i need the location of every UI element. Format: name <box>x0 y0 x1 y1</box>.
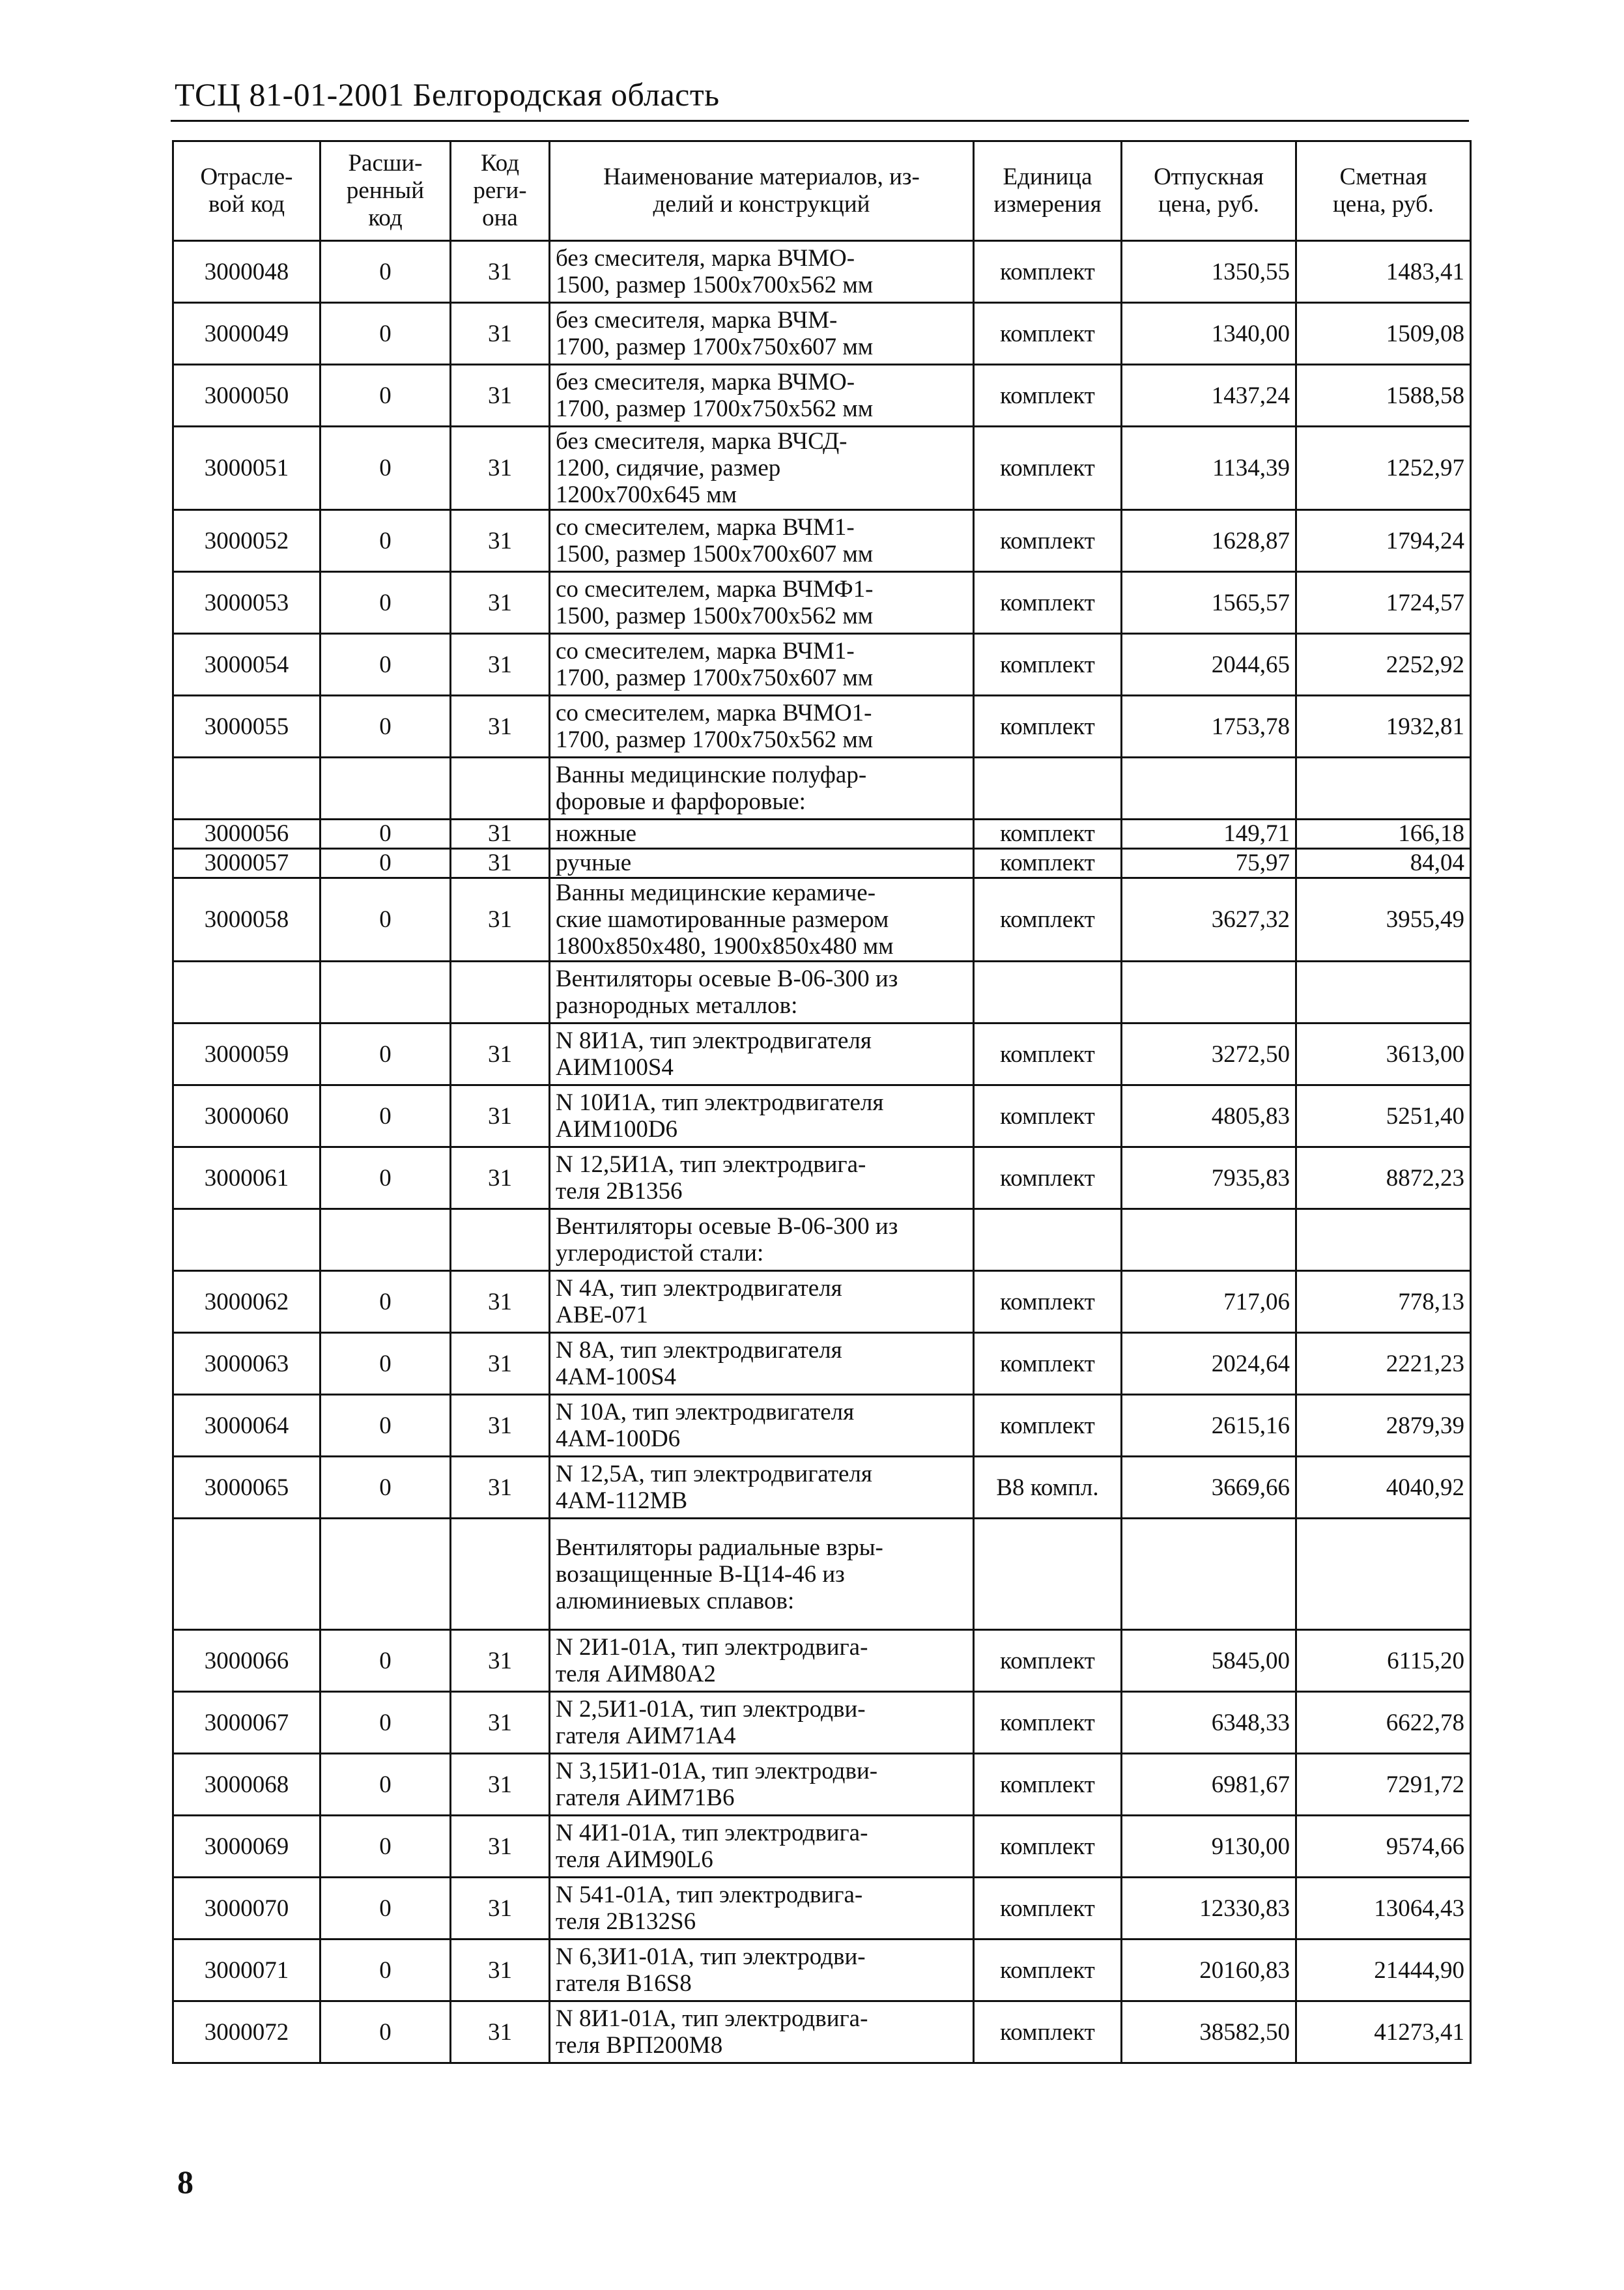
region-code-cell: 31 <box>451 1023 550 1085</box>
industry-code-cell: 3000070 <box>173 1878 321 1939</box>
estimate-price-cell: 1724,57 <box>1296 572 1471 634</box>
industry-code-cell: 3000064 <box>173 1395 321 1457</box>
industry-code-cell: 3000061 <box>173 1147 321 1209</box>
extended-code-cell <box>321 1519 451 1630</box>
industry-code-cell: 3000067 <box>173 1692 321 1754</box>
table-row <box>173 241 1471 303</box>
release-price-cell: 1134,39 <box>1122 427 1296 510</box>
region-code-cell: 31 <box>451 1630 550 1692</box>
region-code-cell: 31 <box>451 1878 550 1939</box>
material-name-cell: без смесителя, марка ВЧМО- 1500, размер 1500x700x562 мм <box>550 241 974 303</box>
estimate-price-cell: 7291,72 <box>1296 1754 1471 1816</box>
extended-code-cell: 0 <box>321 1754 451 1816</box>
release-price-cell: 2024,64 <box>1122 1333 1296 1395</box>
estimate-price-cell <box>1296 962 1471 1023</box>
table-row <box>173 1333 1471 1395</box>
unit-cell: комплект <box>974 303 1122 365</box>
extended-code-cell: 0 <box>321 1457 451 1519</box>
unit-cell: комплект <box>974 1271 1122 1333</box>
industry-code-cell <box>173 758 321 820</box>
unit-cell: комплект <box>974 1630 1122 1692</box>
col-header-extended-code: Расши- ренный код <box>321 141 451 241</box>
col-header-release-price: Отпускная цена, руб. <box>1122 141 1296 241</box>
unit-cell: комплект <box>974 696 1122 758</box>
industry-code-cell: 3000065 <box>173 1457 321 1519</box>
estimate-price-cell: 21444,90 <box>1296 1939 1471 2001</box>
extended-code-cell: 0 <box>321 696 451 758</box>
extended-code-cell: 0 <box>321 303 451 365</box>
release-price-cell: 6348,33 <box>1122 1692 1296 1754</box>
estimate-price-cell <box>1296 1519 1471 1630</box>
extended-code-cell: 0 <box>321 849 451 878</box>
unit-cell: комплект <box>974 1333 1122 1395</box>
col-header-industry-code: Отрасле- вой код <box>173 141 321 241</box>
material-name-cell: N 2И1-01А, тип электродвига- теля АИМ80А2 <box>550 1630 974 1692</box>
material-name-cell: N 12,5И1А, тип электродвига- теля 2В1356 <box>550 1147 974 1209</box>
estimate-price-cell: 1483,41 <box>1296 241 1471 303</box>
release-price-cell: 1753,78 <box>1122 696 1296 758</box>
unit-cell: комплект <box>974 1754 1122 1816</box>
unit-cell: комплект <box>974 241 1122 303</box>
region-code-cell: 31 <box>451 1085 550 1147</box>
estimate-price-cell: 1509,08 <box>1296 303 1471 365</box>
industry-code-cell <box>173 962 321 1023</box>
table-row <box>173 849 1471 878</box>
material-name-cell: ручные <box>550 849 974 878</box>
region-code-cell: 31 <box>451 1816 550 1878</box>
material-name-cell: N 8И1А, тип электродвигателя АИМ100S4 <box>550 1023 974 1085</box>
table-row <box>173 962 1471 1023</box>
material-name-cell: N 8А, тип электродвигателя 4АМ-100S4 <box>550 1333 974 1395</box>
table-row <box>173 1085 1471 1147</box>
estimate-price-cell <box>1296 758 1471 820</box>
table-row <box>173 1395 1471 1457</box>
region-code-cell: 31 <box>451 634 550 696</box>
table-row <box>173 510 1471 572</box>
material-name-cell: ножные <box>550 820 974 849</box>
region-code-cell <box>451 962 550 1023</box>
unit-cell: комплект <box>974 1085 1122 1147</box>
table-row <box>173 2001 1471 2063</box>
material-name-cell: со смесителем, марка ВЧМ1- 1500, размер 1500x700x607 мм <box>550 510 974 572</box>
table-row <box>173 427 1471 510</box>
region-code-cell: 31 <box>451 365 550 427</box>
material-name-cell: N 8И1-01А, тип электродвига- теля ВРП200М8 <box>550 2001 974 2063</box>
unit-cell <box>974 962 1122 1023</box>
table-row <box>173 365 1471 427</box>
col-header-region-code: Код реги- она <box>451 141 550 241</box>
region-code-cell: 31 <box>451 696 550 758</box>
unit-cell: комплект <box>974 1147 1122 1209</box>
region-code-cell: 31 <box>451 1692 550 1754</box>
estimate-price-cell: 5251,40 <box>1296 1085 1471 1147</box>
unit-cell: комплект <box>974 1939 1122 2001</box>
material-name-cell: N 4А, тип электродвигателя АВЕ-071 <box>550 1271 974 1333</box>
industry-code-cell: 3000071 <box>173 1939 321 2001</box>
table-row <box>173 1692 1471 1754</box>
region-code-cell <box>451 758 550 820</box>
extended-code-cell: 0 <box>321 1878 451 1939</box>
table-row <box>173 1939 1471 2001</box>
table-row <box>173 1209 1471 1271</box>
extended-code-cell: 0 <box>321 820 451 849</box>
unit-cell: комплект <box>974 849 1122 878</box>
unit-cell: комплект <box>974 1878 1122 1939</box>
region-code-cell: 31 <box>451 820 550 849</box>
estimate-price-cell: 6115,20 <box>1296 1630 1471 1692</box>
table-row <box>173 303 1471 365</box>
release-price-cell: 1628,87 <box>1122 510 1296 572</box>
estimate-price-cell: 1588,58 <box>1296 365 1471 427</box>
page-number: 8 <box>177 2164 193 2200</box>
unit-cell <box>974 1209 1122 1271</box>
unit-cell: комплект <box>974 1692 1122 1754</box>
material-name-cell: N 4И1-01А, тип электродвига- теля АИМ90L6 <box>550 1816 974 1878</box>
release-price-cell: 4805,83 <box>1122 1085 1296 1147</box>
release-price-cell: 1340,00 <box>1122 303 1296 365</box>
table-row <box>173 1457 1471 1519</box>
industry-code-cell: 3000051 <box>173 427 321 510</box>
release-price-cell: 9130,00 <box>1122 1816 1296 1878</box>
release-price-cell <box>1122 1209 1296 1271</box>
release-price-cell: 38582,50 <box>1122 2001 1296 2063</box>
table-row <box>173 1147 1471 1209</box>
release-price-cell <box>1122 962 1296 1023</box>
extended-code-cell: 0 <box>321 427 451 510</box>
price-table <box>172 140 1472 2064</box>
release-price-cell: 149,71 <box>1122 820 1296 849</box>
material-name-cell: без смесителя, марка ВЧСД- 1200, сидячие, размер 1200x700x645 мм <box>550 427 974 510</box>
region-code-cell <box>451 1209 550 1271</box>
unit-cell: В8 компл. <box>974 1457 1122 1519</box>
estimate-price-cell: 6622,78 <box>1296 1692 1471 1754</box>
unit-cell: комплект <box>974 1816 1122 1878</box>
table-row <box>173 1519 1471 1630</box>
industry-code-cell: 3000048 <box>173 241 321 303</box>
extended-code-cell: 0 <box>321 1085 451 1147</box>
material-name-cell: Ванны медицинские керамиче- ские шамотированные размером 1800x850x480, 1900x850x480 мм <box>550 878 974 962</box>
release-price-cell: 1437,24 <box>1122 365 1296 427</box>
region-code-cell: 31 <box>451 510 550 572</box>
material-name-cell: без смесителя, марка ВЧМ- 1700, размер 1700x750x607 мм <box>550 303 974 365</box>
extended-code-cell: 0 <box>321 1333 451 1395</box>
industry-code-cell: 3000057 <box>173 849 321 878</box>
industry-code-cell: 3000060 <box>173 1085 321 1147</box>
estimate-price-cell: 8872,23 <box>1296 1147 1471 1209</box>
unit-cell: комплект <box>974 820 1122 849</box>
estimate-price-cell: 4040,92 <box>1296 1457 1471 1519</box>
industry-code-cell: 3000066 <box>173 1630 321 1692</box>
estimate-price-cell: 166,18 <box>1296 820 1471 849</box>
industry-code-cell: 3000052 <box>173 510 321 572</box>
extended-code-cell: 0 <box>321 241 451 303</box>
region-code-cell: 31 <box>451 1939 550 2001</box>
material-name-cell: N 541-01А, тип электродвига- теля 2В132S6 <box>550 1878 974 1939</box>
extended-code-cell: 0 <box>321 510 451 572</box>
region-code-cell: 31 <box>451 2001 550 2063</box>
unit-cell: комплект <box>974 427 1122 510</box>
estimate-price-cell: 1794,24 <box>1296 510 1471 572</box>
unit-cell: комплект <box>974 1023 1122 1085</box>
extended-code-cell: 0 <box>321 1630 451 1692</box>
unit-cell <box>974 758 1122 820</box>
region-code-cell <box>451 1519 550 1630</box>
col-header-unit: Единица измерения <box>974 141 1122 241</box>
region-code-cell: 31 <box>451 241 550 303</box>
industry-code-cell: 3000053 <box>173 572 321 634</box>
unit-cell: комплект <box>974 510 1122 572</box>
estimate-price-cell: 2879,39 <box>1296 1395 1471 1457</box>
release-price-cell: 5845,00 <box>1122 1630 1296 1692</box>
extended-code-cell: 0 <box>321 1147 451 1209</box>
estimate-price-cell: 1932,81 <box>1296 696 1471 758</box>
estimate-price-cell: 2221,23 <box>1296 1333 1471 1395</box>
table-row <box>173 1023 1471 1085</box>
table-row <box>173 1816 1471 1878</box>
release-price-cell: 7935,83 <box>1122 1147 1296 1209</box>
extended-code-cell: 0 <box>321 1023 451 1085</box>
table-row <box>173 1878 1471 1939</box>
industry-code-cell: 3000054 <box>173 634 321 696</box>
table-row <box>173 696 1471 758</box>
industry-code-cell: 3000062 <box>173 1271 321 1333</box>
release-price-cell: 20160,83 <box>1122 1939 1296 2001</box>
table-row <box>173 572 1471 634</box>
industry-code-cell: 3000059 <box>173 1023 321 1085</box>
extended-code-cell: 0 <box>321 1395 451 1457</box>
release-price-cell: 3627,32 <box>1122 878 1296 962</box>
material-name-cell: N 10И1А, тип электродвигателя АИМ100D6 <box>550 1085 974 1147</box>
estimate-price-cell: 13064,43 <box>1296 1878 1471 1939</box>
table-row <box>173 634 1471 696</box>
table-row <box>173 1630 1471 1692</box>
region-code-cell: 31 <box>451 1147 550 1209</box>
table-row <box>173 758 1471 820</box>
release-price-cell: 2044,65 <box>1122 634 1296 696</box>
estimate-price-cell <box>1296 1209 1471 1271</box>
unit-cell: комплект <box>974 634 1122 696</box>
industry-code-cell: 3000063 <box>173 1333 321 1395</box>
release-price-cell: 3272,50 <box>1122 1023 1296 1085</box>
material-name-cell: Ванны медицинские полуфар- форовые и фарфоровые: <box>550 758 974 820</box>
release-price-cell: 1350,55 <box>1122 241 1296 303</box>
release-price-cell: 75,97 <box>1122 849 1296 878</box>
region-code-cell: 31 <box>451 303 550 365</box>
page-header: ТСЦ 81-01-2001 Белгородская область <box>175 76 720 113</box>
industry-code-cell: 3000049 <box>173 303 321 365</box>
region-code-cell: 31 <box>451 849 550 878</box>
table-row <box>173 820 1471 849</box>
unit-cell: комплект <box>974 1395 1122 1457</box>
estimate-price-cell: 9574,66 <box>1296 1816 1471 1878</box>
industry-code-cell: 3000072 <box>173 2001 321 2063</box>
extended-code-cell: 0 <box>321 2001 451 2063</box>
extended-code-cell: 0 <box>321 634 451 696</box>
material-name-cell: N 10А, тип электродвигателя 4АМ-100D6 <box>550 1395 974 1457</box>
industry-code-cell: 3000068 <box>173 1754 321 1816</box>
table-header-row <box>173 141 1471 241</box>
region-code-cell: 31 <box>451 1271 550 1333</box>
release-price-cell: 717,06 <box>1122 1271 1296 1333</box>
region-code-cell: 31 <box>451 878 550 962</box>
release-price-cell <box>1122 758 1296 820</box>
material-name-cell: со смесителем, марка ВЧМ1- 1700, размер 1700x750x607 мм <box>550 634 974 696</box>
table-row <box>173 878 1471 962</box>
unit-cell: комплект <box>974 878 1122 962</box>
extended-code-cell <box>321 1209 451 1271</box>
unit-cell: комплект <box>974 2001 1122 2063</box>
material-name-cell: без смесителя, марка ВЧМО- 1700, размер 1700x750x562 мм <box>550 365 974 427</box>
release-price-cell: 2615,16 <box>1122 1395 1296 1457</box>
estimate-price-cell: 84,04 <box>1296 849 1471 878</box>
col-header-estimate-price: Сметная цена, руб. <box>1296 141 1471 241</box>
release-price-cell: 6981,67 <box>1122 1754 1296 1816</box>
material-name-cell: N 3,15И1-01А, тип электродви- гателя АИМ71В6 <box>550 1754 974 1816</box>
header-rule <box>171 120 1469 122</box>
extended-code-cell: 0 <box>321 1271 451 1333</box>
industry-code-cell <box>173 1519 321 1630</box>
industry-code-cell <box>173 1209 321 1271</box>
estimate-price-cell: 3613,00 <box>1296 1023 1471 1085</box>
region-code-cell: 31 <box>451 1457 550 1519</box>
region-code-cell: 31 <box>451 1395 550 1457</box>
unit-cell: комплект <box>974 572 1122 634</box>
table-row <box>173 1271 1471 1333</box>
material-name-cell: со смесителем, марка ВЧМО1- 1700, размер 1700x750x562 мм <box>550 696 974 758</box>
estimate-price-cell: 3955,49 <box>1296 878 1471 962</box>
material-name-cell: Вентиляторы осевые В-06-300 из углеродистой стали: <box>550 1209 974 1271</box>
col-header-material-name: Наименование материалов, из- делий и конструкций <box>550 141 974 241</box>
estimate-price-cell: 1252,97 <box>1296 427 1471 510</box>
industry-code-cell: 3000050 <box>173 365 321 427</box>
unit-cell: комплект <box>974 365 1122 427</box>
release-price-cell: 12330,83 <box>1122 1878 1296 1939</box>
estimate-price-cell: 41273,41 <box>1296 2001 1471 2063</box>
material-name-cell: N 6,3И1-01А, тип электродви- гателя В16S8 <box>550 1939 974 2001</box>
industry-code-cell: 3000069 <box>173 1816 321 1878</box>
material-name-cell: Вентиляторы радиальные взры- возащищенные В-Ц14-46 из алюминиевых сплавов: <box>550 1519 974 1630</box>
industry-code-cell: 3000058 <box>173 878 321 962</box>
region-code-cell: 31 <box>451 1754 550 1816</box>
material-name-cell: N 12,5А, тип электродвигателя 4АМ-112МВ <box>550 1457 974 1519</box>
region-code-cell: 31 <box>451 427 550 510</box>
extended-code-cell <box>321 962 451 1023</box>
estimate-price-cell: 778,13 <box>1296 1271 1471 1333</box>
material-name-cell: со смесителем, марка ВЧМФ1- 1500, размер 1500x700x562 мм <box>550 572 974 634</box>
release-price-cell: 3669,66 <box>1122 1457 1296 1519</box>
material-name-cell: N 2,5И1-01А, тип электродви- гателя АИМ71А4 <box>550 1692 974 1754</box>
extended-code-cell: 0 <box>321 1816 451 1878</box>
table-row <box>173 1754 1471 1816</box>
extended-code-cell: 0 <box>321 1692 451 1754</box>
extended-code-cell: 0 <box>321 365 451 427</box>
material-name-cell: Вентиляторы осевые В-06-300 из разнородных металлов: <box>550 962 974 1023</box>
region-code-cell: 31 <box>451 572 550 634</box>
estimate-price-cell: 2252,92 <box>1296 634 1471 696</box>
extended-code-cell <box>321 758 451 820</box>
unit-cell <box>974 1519 1122 1630</box>
extended-code-cell: 0 <box>321 1939 451 2001</box>
extended-code-cell: 0 <box>321 878 451 962</box>
industry-code-cell: 3000055 <box>173 696 321 758</box>
industry-code-cell: 3000056 <box>173 820 321 849</box>
release-price-cell <box>1122 1519 1296 1630</box>
release-price-cell: 1565,57 <box>1122 572 1296 634</box>
extended-code-cell: 0 <box>321 572 451 634</box>
region-code-cell: 31 <box>451 1333 550 1395</box>
